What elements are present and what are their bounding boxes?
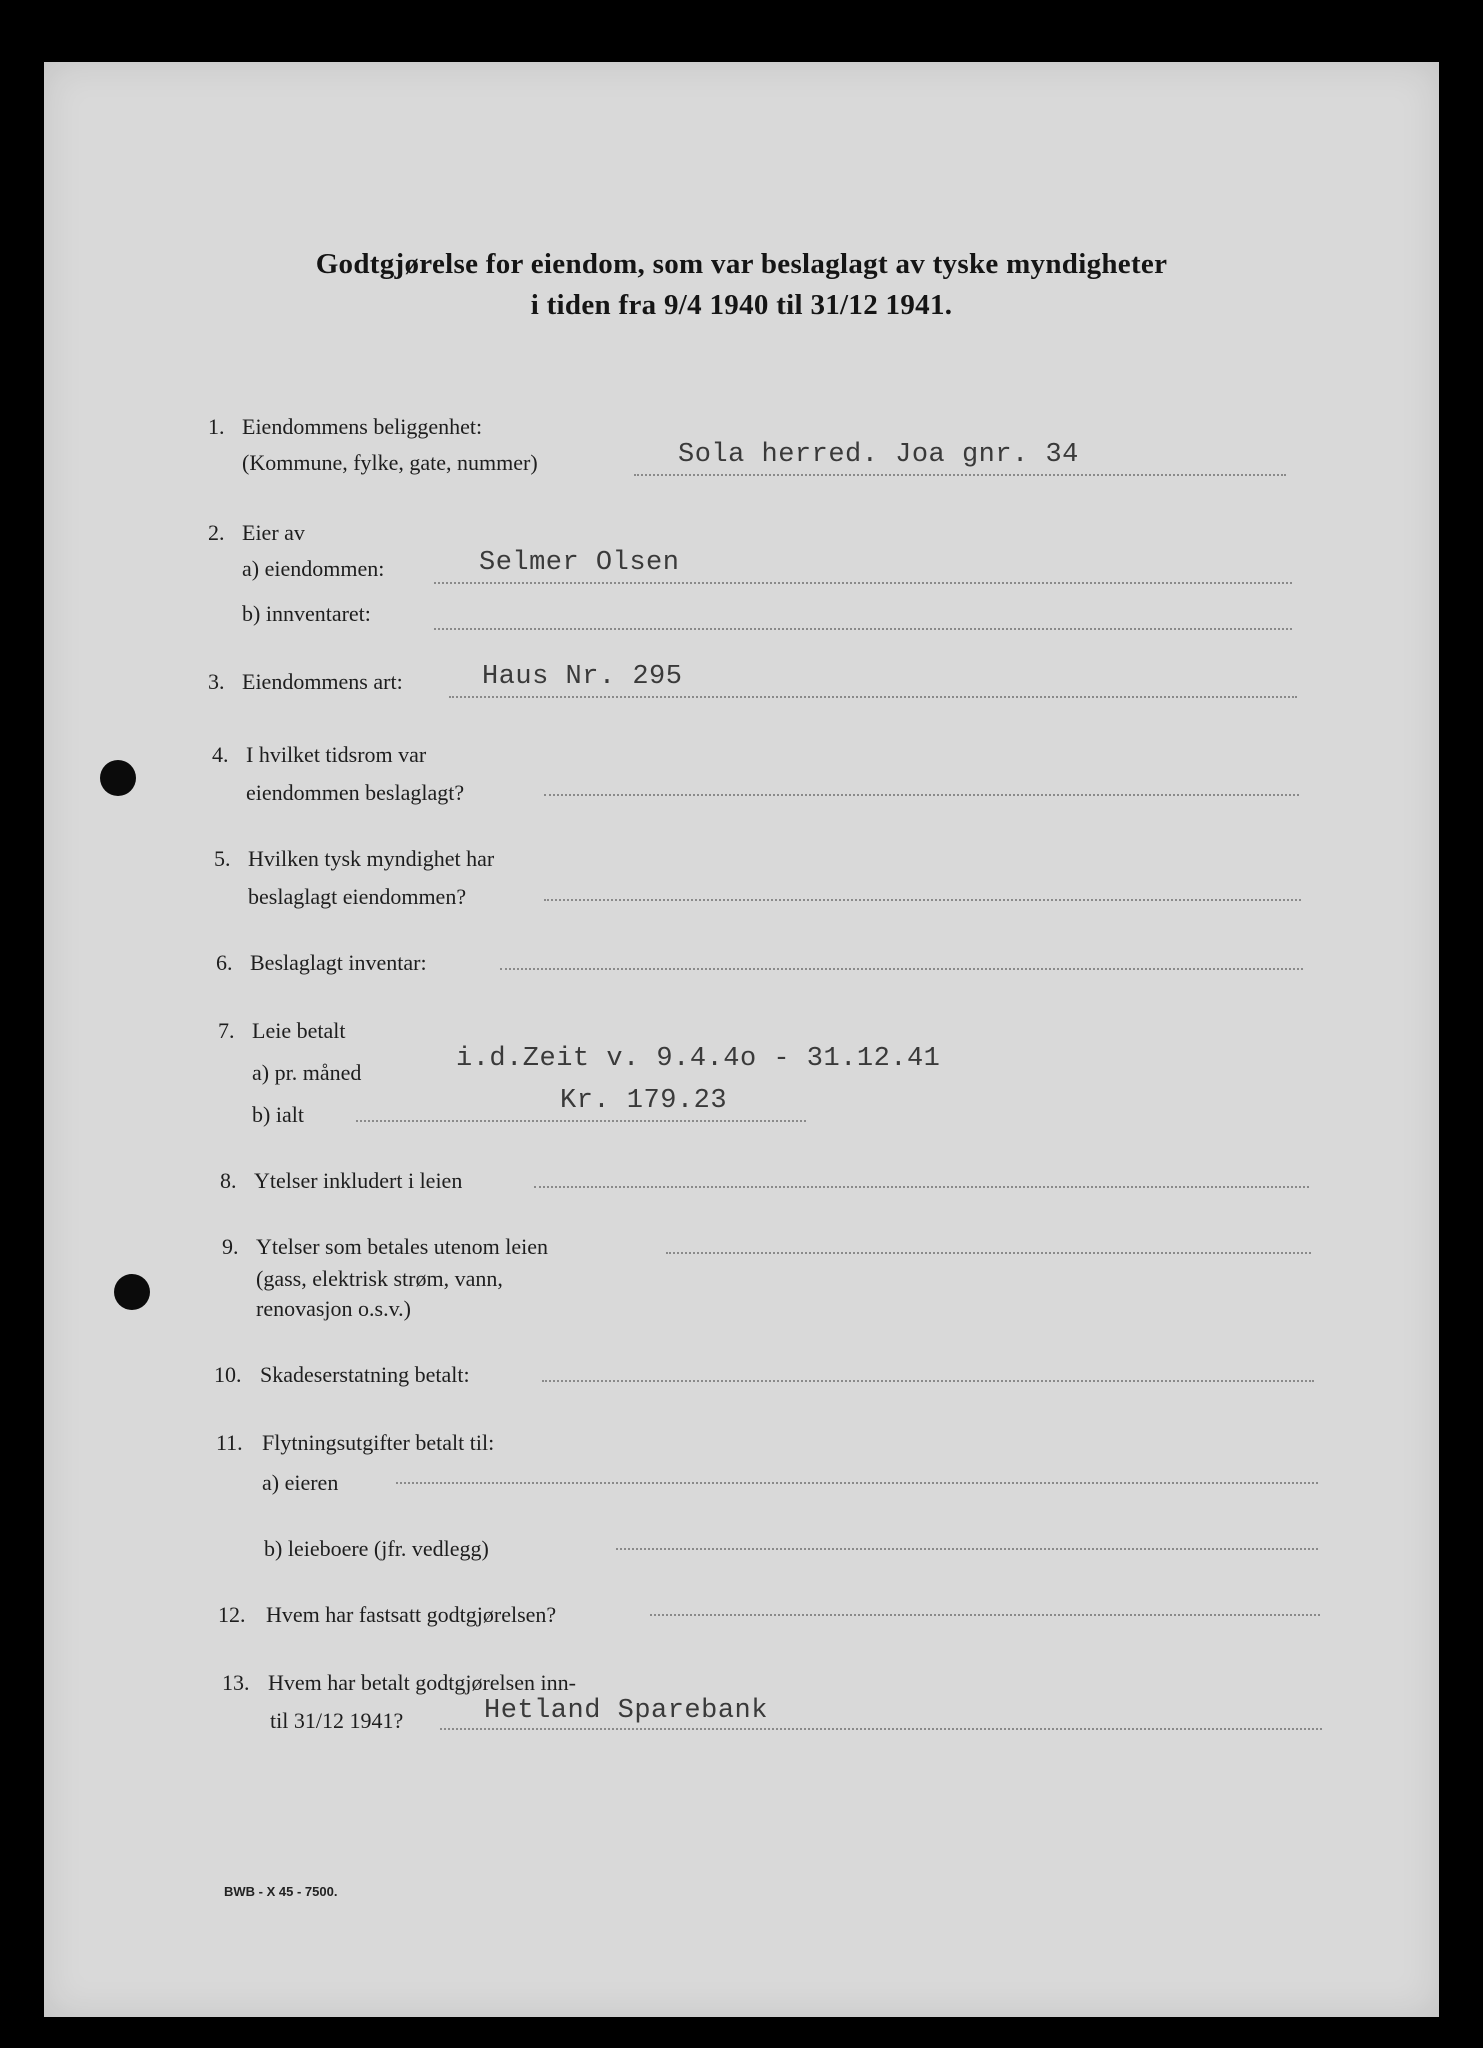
punch-hole-bottom (114, 1274, 150, 1310)
q5-number: 5. (214, 846, 231, 871)
q6-number: 6. (216, 950, 233, 975)
q6-label: Beslaglagt inventar: (250, 950, 427, 975)
q11a-label: a) eieren (262, 1470, 339, 1495)
q5-sublabel: beslaglagt eiendommen? (248, 884, 467, 909)
q7b-label: b) ialt (252, 1102, 304, 1127)
q1-answer-line (634, 474, 1286, 476)
q7a-label: a) pr. måned (252, 1060, 362, 1085)
q3-answer: Haus Nr. 295 (482, 662, 683, 692)
q2a-label: a) eiendommen: (242, 556, 385, 581)
q11b-label: b) leieboere (jfr. vedlegg) (264, 1536, 489, 1561)
q13-label: Hvem har betalt godtgjørelsen inn- (268, 1670, 576, 1695)
q9-sublabel-1: (gass, elektrisk strøm, vann, (256, 1266, 503, 1291)
q11-number: 11. (216, 1430, 243, 1455)
q1-number: 1. (208, 414, 225, 439)
q7a-answer: i.d.Zeit v. 9.4.4o - 31.12.41 (456, 1044, 941, 1074)
q6-answer-line (500, 968, 1303, 970)
print-code: BWB - X 45 - 7500. (224, 1884, 338, 1899)
q9-answer-line (666, 1252, 1311, 1254)
q4-label: I hvilket tidsrom var (246, 742, 427, 767)
q11-label: Flytningsutgifter betalt til: (262, 1430, 495, 1455)
q7-number: 7. (218, 1018, 235, 1043)
q1-answer: Sola herred. Joa gnr. 34 (678, 440, 1079, 470)
form-title-line2: i tiden fra 9/4 1940 til 31/12 1941. (530, 289, 953, 321)
q2b-answer-line (434, 628, 1292, 630)
q7-label: Leie betalt (252, 1018, 346, 1043)
q7b-answer-line (356, 1120, 806, 1122)
q8-answer-line (534, 1186, 1309, 1188)
q3-number: 3. (208, 669, 225, 694)
q4-sublabel: eiendommen beslaglagt? (246, 780, 465, 805)
q2a-answer-line (434, 582, 1292, 584)
q5-answer-line (544, 899, 1301, 901)
form-title-line1: Godtgjørelse for eiendom, som var beslaglagt av tyske myndigheter (315, 248, 1168, 280)
q12-label: Hvem har fastsatt godtgjørelsen? (266, 1602, 557, 1627)
q12-number: 12. (218, 1602, 246, 1627)
q11a-answer-line (396, 1482, 1318, 1484)
q13-answer: Hetland Sparebank (484, 1696, 768, 1726)
q9-number: 9. (222, 1234, 239, 1259)
q4-number: 4. (212, 742, 229, 767)
q1-sublabel: (Kommune, fylke, gate, nummer) (242, 450, 538, 475)
q4-answer-line (544, 794, 1299, 796)
q2b-label: b) innventaret: (242, 601, 371, 626)
q7b-answer: Kr. 179.23 (560, 1086, 728, 1116)
q3-label: Eiendommens art: (242, 669, 403, 694)
q13-sublabel: til 31/12 1941? (270, 1708, 404, 1733)
q9-sublabel-2: renovasjon o.s.v.) (256, 1296, 411, 1321)
q9-label: Ytelser som betales utenom leien (256, 1234, 549, 1259)
form-page (44, 62, 1439, 2017)
q2-label: Eier av (242, 520, 305, 545)
punch-hole-top (100, 760, 136, 796)
q10-label: Skadeserstatning betalt: (260, 1362, 470, 1387)
q2-number: 2. (208, 520, 225, 545)
q3-answer-line (449, 696, 1297, 698)
q5-label: Hvilken tysk myndighet har (248, 846, 495, 871)
q1-label: Eiendommens beliggenhet: (242, 414, 483, 439)
q12-answer-line (650, 1614, 1320, 1616)
q13-number: 13. (222, 1670, 250, 1695)
q11b-answer-line (616, 1548, 1318, 1550)
q13-answer-line (440, 1728, 1322, 1730)
q10-number: 10. (214, 1362, 242, 1387)
q8-label: Ytelser inkludert i leien (254, 1168, 463, 1193)
q8-number: 8. (220, 1168, 237, 1193)
q2a-answer: Selmer Olsen (479, 548, 680, 578)
q10-answer-line (542, 1380, 1314, 1382)
